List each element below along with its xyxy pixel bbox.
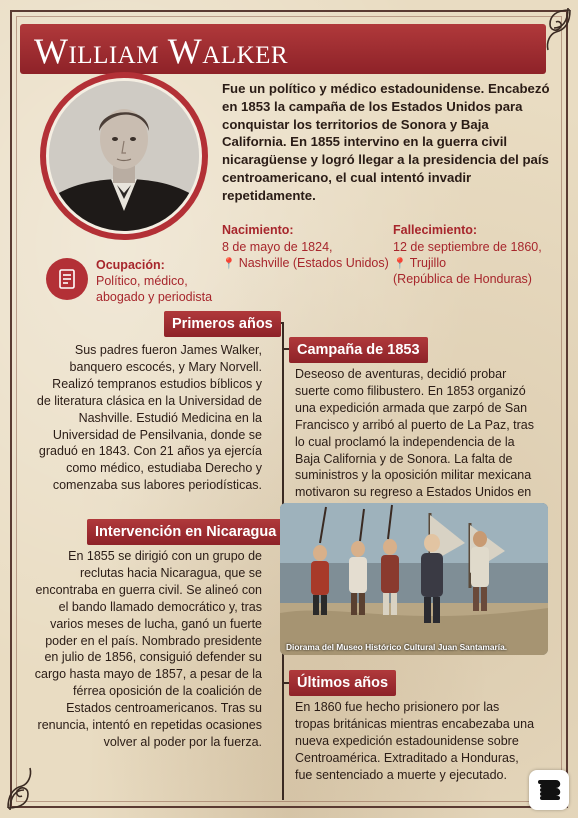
page-title: William Walker xyxy=(34,31,289,71)
death-label: Fallecimiento: xyxy=(393,223,478,237)
section-text-nicaragua: En 1855 se dirigió con un grupo de reclutas hacia Nicaragua, que se encontraba en guerra civil. Se alineó con el bando llamado democrático y, tras varios meses de lucha, ganó un fuerte poder en el país. Nombrado presidente en julio de 1856, consiguió defender su cargo hasta mayo de 1857, a pesar de la férrea oposición de la coalición de Estados centroamericanos. Tras su renuncia, intentó en repetidas ocasiones volver al poder por la fuerza. xyxy=(34,549,262,749)
occupation-label: Ocupación: xyxy=(96,258,165,272)
location-pin-icon: 📍 xyxy=(222,258,236,270)
birth-place-row xyxy=(222,255,389,272)
death-country: (República de Honduras) xyxy=(393,272,532,286)
intro-paragraph: Fue un político y médico estadounidense. Encabezó en 1853 la campaña de los Estados Unidos para conquistar los territorios de Sonora y Baja California. En 1855 intervino en la guerra civil nicaragüense y logró llegar a la presidencia del país centroamericano, el cual intentó invadir repetidamente. xyxy=(222,81,550,203)
location-pin-icon: 📍 xyxy=(393,258,407,270)
photo-caption: Diorama del Museo Histórico Cultural Juan Santamaría. xyxy=(286,642,508,652)
diorama-photo xyxy=(280,503,548,655)
occupation-value xyxy=(96,274,216,305)
section-text-campana: Deseoso de aventuras, decidió probar suerte como filibustero. En 1853 organizó una expedición armada que zarpó de San Francisco y arribó al puerto de La Paz, tras lo cual proclamó la independencia de la Baja California y de Sonora. La falta de suministros y la oposición militar mexicana motivaron su regreso a Estados Unidos en xyxy=(295,367,535,500)
occupation-line: Político, médico, xyxy=(96,274,188,288)
birth-date: 8 de mayo de 1824, xyxy=(222,240,333,254)
portrait-frame xyxy=(40,72,208,240)
logo-icon xyxy=(529,770,569,810)
occupation-line: abogado y periodista xyxy=(96,289,213,304)
birth-label: Nacimiento: xyxy=(222,223,294,237)
section-title-ultimos: Últimos años xyxy=(289,670,396,696)
death-place-row xyxy=(393,255,446,272)
portrait-image xyxy=(46,78,202,234)
document-icon xyxy=(46,258,88,300)
birth-place: Nashville (Estados Unidos) xyxy=(238,256,389,270)
section-title-primeros: Primeros años xyxy=(164,311,281,337)
death-place: Trujillo xyxy=(409,256,447,270)
section-title-campana: Campaña de 1853 xyxy=(289,337,428,363)
corner-ornament-icon xyxy=(6,766,52,812)
death-date: 12 de septiembre de 1860, xyxy=(393,240,542,254)
section-title-nicaragua: Intervención en Nicaragua xyxy=(87,519,284,545)
section-text-ultimos: En 1860 fue hecho prisionero por las tropas británicas mientras encabezaba una nueva expedición estadounidense sobre Centroamérica. Extraditado a Honduras, fue sentenciado a muerte y ejecutado. xyxy=(295,700,535,782)
section-text-primeros: Sus padres fueron James Walker, banquero escocés, y Mary Norvell. Realizó tempranos estudios bíblicos y de literatura clásica en la Universidad de Nashville. Estudió Medicina en la Universidad de Pensilvania, donde se graduó en 1843. Con 21 años ya ejercía como médico, estudiaba Derecho y comenzaba sus labores periodísticas. xyxy=(36,343,262,493)
